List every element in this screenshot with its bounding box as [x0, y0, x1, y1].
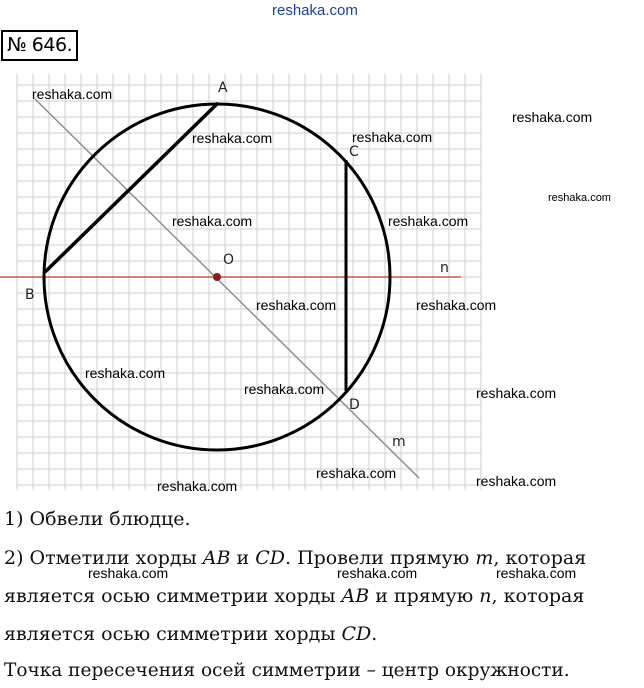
task-number-badge: № 646.	[1, 30, 78, 61]
watermark: reshaka.com	[316, 465, 397, 481]
watermark: reshaka.com	[388, 213, 469, 229]
watermark: reshaka.com	[512, 109, 593, 125]
site-watermark-top: reshaka.com	[272, 2, 358, 19]
solution-text: .	[371, 623, 378, 645]
center-point-o	[213, 273, 221, 281]
watermark: reshaka.com	[244, 381, 325, 397]
watermark: reshaka.com	[192, 130, 273, 146]
solution-text: 2) Отметили хорды	[4, 547, 203, 569]
solution-text: 1) Обвели блюдце.	[4, 508, 191, 530]
geometry-figure	[0, 74, 644, 490]
chord-name: AB	[202, 547, 231, 569]
solution-line-5	[4, 660, 570, 681]
watermark: reshaka.com	[496, 565, 577, 581]
solution-line-3	[4, 585, 584, 607]
point-label-a: A	[218, 80, 228, 96]
watermark: reshaka.com	[337, 565, 418, 581]
watermark: reshaka.com	[352, 129, 433, 145]
line-name: m	[475, 547, 494, 569]
solution-text: , которая	[491, 585, 585, 607]
watermark: reshaka.com	[476, 473, 557, 489]
watermark: reshaka.com	[548, 192, 611, 204]
watermark: reshaka.com	[88, 565, 169, 581]
watermark: reshaka.com	[32, 86, 113, 102]
line-label-m: m	[392, 434, 406, 450]
solution-text: является осью симметрии хорды	[4, 623, 342, 645]
point-label-b: B	[25, 287, 35, 303]
chord-name: CD	[341, 623, 372, 645]
chord-name: CD	[255, 547, 285, 569]
chord-ab	[45, 103, 218, 272]
solution-line-4	[4, 623, 377, 645]
solution-text: и	[230, 547, 256, 569]
solution-text: , которая	[493, 547, 587, 569]
point-label-c: C	[349, 144, 359, 160]
watermark: reshaka.com	[476, 385, 557, 401]
watermark: reshaka.com	[85, 365, 166, 381]
watermark: reshaka.com	[256, 297, 337, 313]
point-label-d: D	[349, 397, 360, 413]
solution-text: является осью симметрии хорды	[4, 585, 342, 607]
point-label-o: O	[223, 252, 235, 268]
line-name: n	[479, 585, 492, 607]
watermark: reshaka.com	[157, 478, 238, 494]
solution-text: . Провели прямую	[285, 547, 476, 569]
solution-text: и прямую	[369, 585, 480, 607]
line-label-n: n	[440, 260, 449, 276]
watermark: reshaka.com	[172, 213, 253, 229]
watermark: reshaka.com	[416, 297, 497, 313]
chord-name: AB	[341, 585, 370, 607]
solution-line-1	[4, 508, 191, 530]
solution-text: Точка пересечения осей симметрии – центр окружности.	[4, 660, 570, 681]
